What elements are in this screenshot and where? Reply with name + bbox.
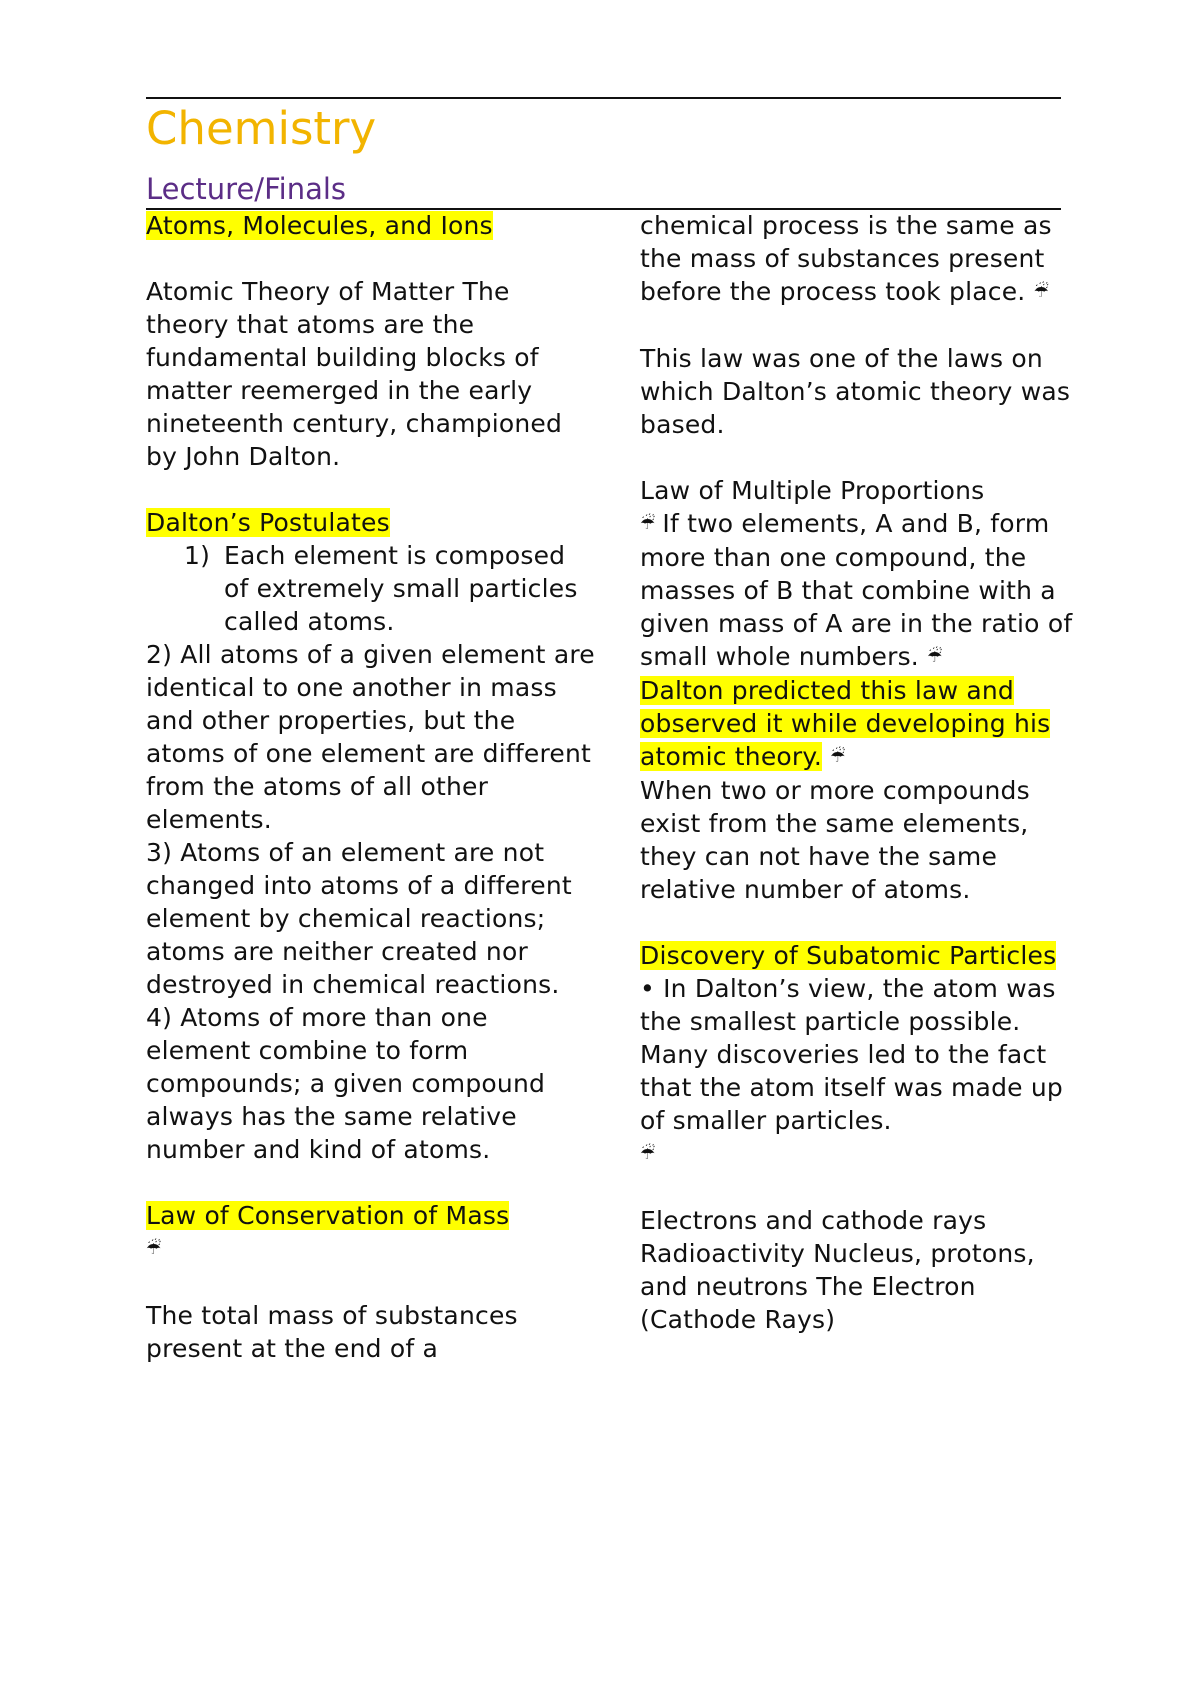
paragraph-continued <box>640 209 1080 309</box>
paragraph-electrons: Electrons and cathode rays Radioactivity Nucleus, protons, and neutrons The Electron (Cathode Rays) <box>640 1206 1035 1334</box>
right-column <box>640 209 1080 1336</box>
postulate-1-number: 1) <box>184 541 211 570</box>
paragraph-dalton-view: • In Dalton’s view, the atom was the smallest particle possible. <box>640 974 1056 1036</box>
heading-atoms <box>146 209 596 242</box>
heading-postulates-text: Dalton’s Postulates <box>146 508 390 537</box>
umbrella-icon: ☔ <box>1033 282 1048 302</box>
postulate-3: 3) Atoms of an element are not changed into atoms of a different element by chemical reactions; atoms are neither created nor destroyed in chemical reactions. <box>146 838 572 999</box>
heading-discovery-text: Discovery of Subatomic Particles <box>640 941 1057 970</box>
paragraph-predicted <box>640 674 1080 774</box>
heading-atoms-text: Atoms, Molecules, and Ions <box>146 211 493 240</box>
paragraph-two-compounds: When two or more compounds exist from the same elements, they can not have the same relative number of atoms. <box>640 776 1030 904</box>
umbrella-icon: ☔ <box>146 1239 161 1259</box>
symbol-line <box>640 1137 1080 1171</box>
symbol-line <box>146 1232 596 1266</box>
postulate-4: 4) Atoms of more than one element combine to form compounds; a given compound always has the same relative number and kind of atoms. <box>146 1003 546 1164</box>
paragraph-multiple <box>640 507 1080 674</box>
heading-postulates <box>146 506 596 539</box>
heading-conservation <box>146 1199 596 1232</box>
paragraph-law-basis: This law was one of the laws on which Dalton’s atomic theory was based. <box>640 344 1071 439</box>
paragraph-atomic-theory: Atomic Theory of Matter The theory that atoms are the fundamental building blocks of matter reemerged in the early nineteenth century, championed by John Dalton. <box>146 277 563 471</box>
umbrella-icon: ☔ <box>640 514 655 534</box>
heading-discovery <box>640 939 1080 972</box>
document-subtitle: Lecture/Finals <box>146 172 347 206</box>
document-title: Chemistry <box>146 102 377 155</box>
paragraph-multiple-text: If two elements, A and B, form more than one compound, the masses of B that combine with a given mass of A are in the ratio of small whole numbers. <box>640 509 1073 671</box>
paragraph-continued-text: chemical process is the same as the mass of substances present before the process took place. <box>640 211 1052 306</box>
umbrella-icon: ☔ <box>640 1144 655 1164</box>
postulate-2: 2) All atoms of a given element are identical to one another in mass and other properties, but the atoms of one element are different from the atoms of all other elements. <box>146 640 595 834</box>
heading-multiple-proportions: Law of Multiple Proportions <box>640 476 985 505</box>
umbrella-icon: ☔ <box>830 747 845 767</box>
postulate-1-text: Each element is composed of extremely small particles called atoms. <box>224 541 578 636</box>
left-column <box>146 209 596 1365</box>
paragraph-discoveries: Many discoveries led to the fact that the atom itself was made up of smaller particles. <box>640 1040 1063 1135</box>
umbrella-icon: ☔ <box>927 647 942 667</box>
postulate-1 <box>146 539 596 638</box>
paragraph-predicted-text: Dalton predicted this law and observed it while developing his atomic theory. <box>640 676 1051 771</box>
heading-conservation-text: Law of Conservation of Mass <box>146 1201 510 1230</box>
paragraph-total-mass: The total mass of substances present at the end of a <box>146 1301 518 1363</box>
